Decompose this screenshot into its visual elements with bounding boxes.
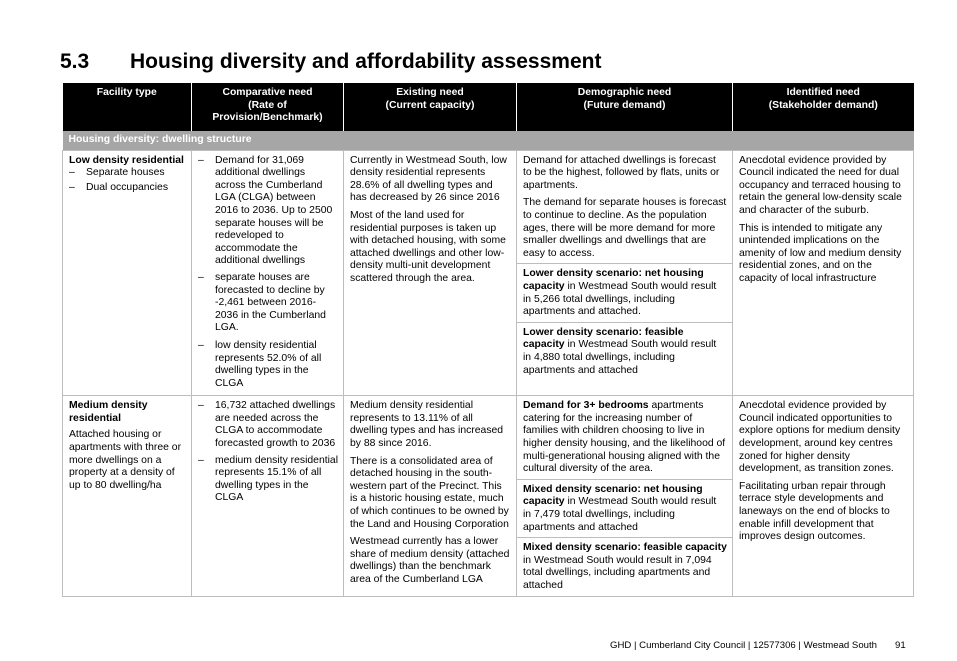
col-header-identified-need: Identified need (Stakeholder demand) — [733, 83, 914, 131]
page-footer — [610, 640, 906, 651]
facility-cell — [63, 396, 192, 596]
section-title: Housing diversity and affordability assessment — [130, 50, 602, 73]
list-item: – medium density residential represents 15.1% of all dwelling types in the CLGA — [198, 454, 339, 504]
footer-text: GHD | Cumberland City Council | 12577306 | Westmead South — [610, 640, 877, 651]
col-header-demographic-need: Demographic need (Future demand) — [517, 83, 733, 131]
section-number: 5.3 — [60, 50, 90, 73]
assessment-table — [62, 83, 914, 597]
scenario-block: Lower density scenario: net housing capacity in Westmead South would result in 5,266 total dwellings, including apartments and attached. — [517, 263, 732, 321]
identified-cell: Anecdotal evidence provided by Council indicated the need for dual occupancy and terraced housing to retain the general low-density scale and character of the suburb. This is intended to mitigate any unintended implications on the amenity of low and medium density residential zones, and on the capacity of local infrastructure — [733, 150, 914, 396]
facility-description: Attached housing or apartments with three or more dwellings on a property at a density of up to 80 dwelling/ha — [69, 429, 182, 491]
list-item: – Dual occupancies — [69, 181, 169, 193]
scenario-block: Demand for 3+ bedrooms apartments catering for the increasing number of families with children choosing to live in higher density housing, and the likelihood of multi-generational housing aligned with the cultural diversity of the area. — [523, 400, 726, 475]
demographic-cell — [517, 396, 733, 596]
list-item: – Demand for 31,069 additional dwellings across the Cumberland LGA (CLGA) between 2016 to 2036. Up to 2500 separate houses will be redeveloped to accommodate the additional dwellings — [198, 154, 333, 267]
list-item: – separate houses are forecasted to decline by -2,461 between 2016-2036 in the Cumberland LGA. — [198, 271, 326, 334]
table-row — [63, 150, 914, 396]
list-item: – Separate houses — [69, 167, 165, 179]
comparative-cell — [192, 150, 344, 396]
section-label: Housing diversity: dwelling structure — [63, 131, 914, 150]
col-header-comparative-need: Comparative need (Rate of Provision/Benchmark) — [192, 83, 344, 131]
col-header-existing-need: Existing need (Current capacity) — [344, 83, 517, 131]
identified-cell: Anecdotal evidence provided by Council indicated opportunities to explore options for medium density development, around key centres zoned for higher density development, as transition zones. Facilitating urban repair through terrace style developments and laneways on the end of blocks to enable infill development that improves design outcomes. — [733, 396, 914, 596]
existing-cell: Currently in Westmead South, low density residential represents 28.6% of all dwelling types and has decreased by 26 since 2016 Most of the land used for residential purposes is taken up with detached housing, with some attached dwellings and other low-density multi-unit development scattered through the area. — [344, 150, 517, 396]
comparative-cell — [192, 396, 344, 596]
existing-cell: Medium density residential represents to 13.11% of all dwelling types and has increased by 88 since 2016. There is a consolidated area of detached housing in the south-western part of the Precinct. This is a historic housing estate, much of which continues to be owned by the Land and Housing Corporation Westmead currently has a lower share of medium density (attached dwellings) than the benchmark area of the Cumberland LGA — [344, 396, 517, 596]
section-row — [63, 131, 914, 150]
table-row — [63, 396, 914, 596]
facility-cell — [63, 150, 192, 396]
list-item: – 16,732 attached dwellings are needed across the CLGA to accommodate forecasted growth to 2036 — [198, 400, 336, 450]
list-item: – low density residential represents 52.0% of all dwelling types in the CLGA — [198, 339, 322, 389]
page-number: 91 — [895, 640, 906, 651]
facility-title: Low density residential — [69, 154, 184, 166]
facility-list — [69, 167, 186, 194]
table-header-row — [63, 83, 914, 131]
section-heading — [60, 50, 601, 74]
col-header-facility-type: Facility type — [63, 83, 192, 131]
demographic-cell: Demand for attached dwellings is forecast to be the highest, followed by flats, units or apartments. The demand for separate houses is forecast to continue to decline. As the population ages, there will be more demand for more smaller dwellings and dwellings that are easy to access. Lower density scenario: net housing capacity in Westmead South would result in 5,266 total dwellings, including apartments and attached. Lower density scenario: feasible capacity in Westmead South would result in 4,880 total dwellings, including apartments and attached — [517, 150, 733, 396]
scenario-block: Mixed density scenario: net housing capacity in Westmead South would result in 7,479 total dwellings, including apartments and attached — [517, 479, 732, 537]
facility-title: Medium density residential — [69, 400, 148, 424]
scenario-block: Lower density scenario: feasible capacity in Westmead South would result in 4,880 total dwellings, including apartments and attached — [517, 322, 732, 380]
scenario-block: Mixed density scenario: feasible capacity in Westmead South would result in 7,094 total dwellings, including apartments and attached — [517, 537, 732, 595]
